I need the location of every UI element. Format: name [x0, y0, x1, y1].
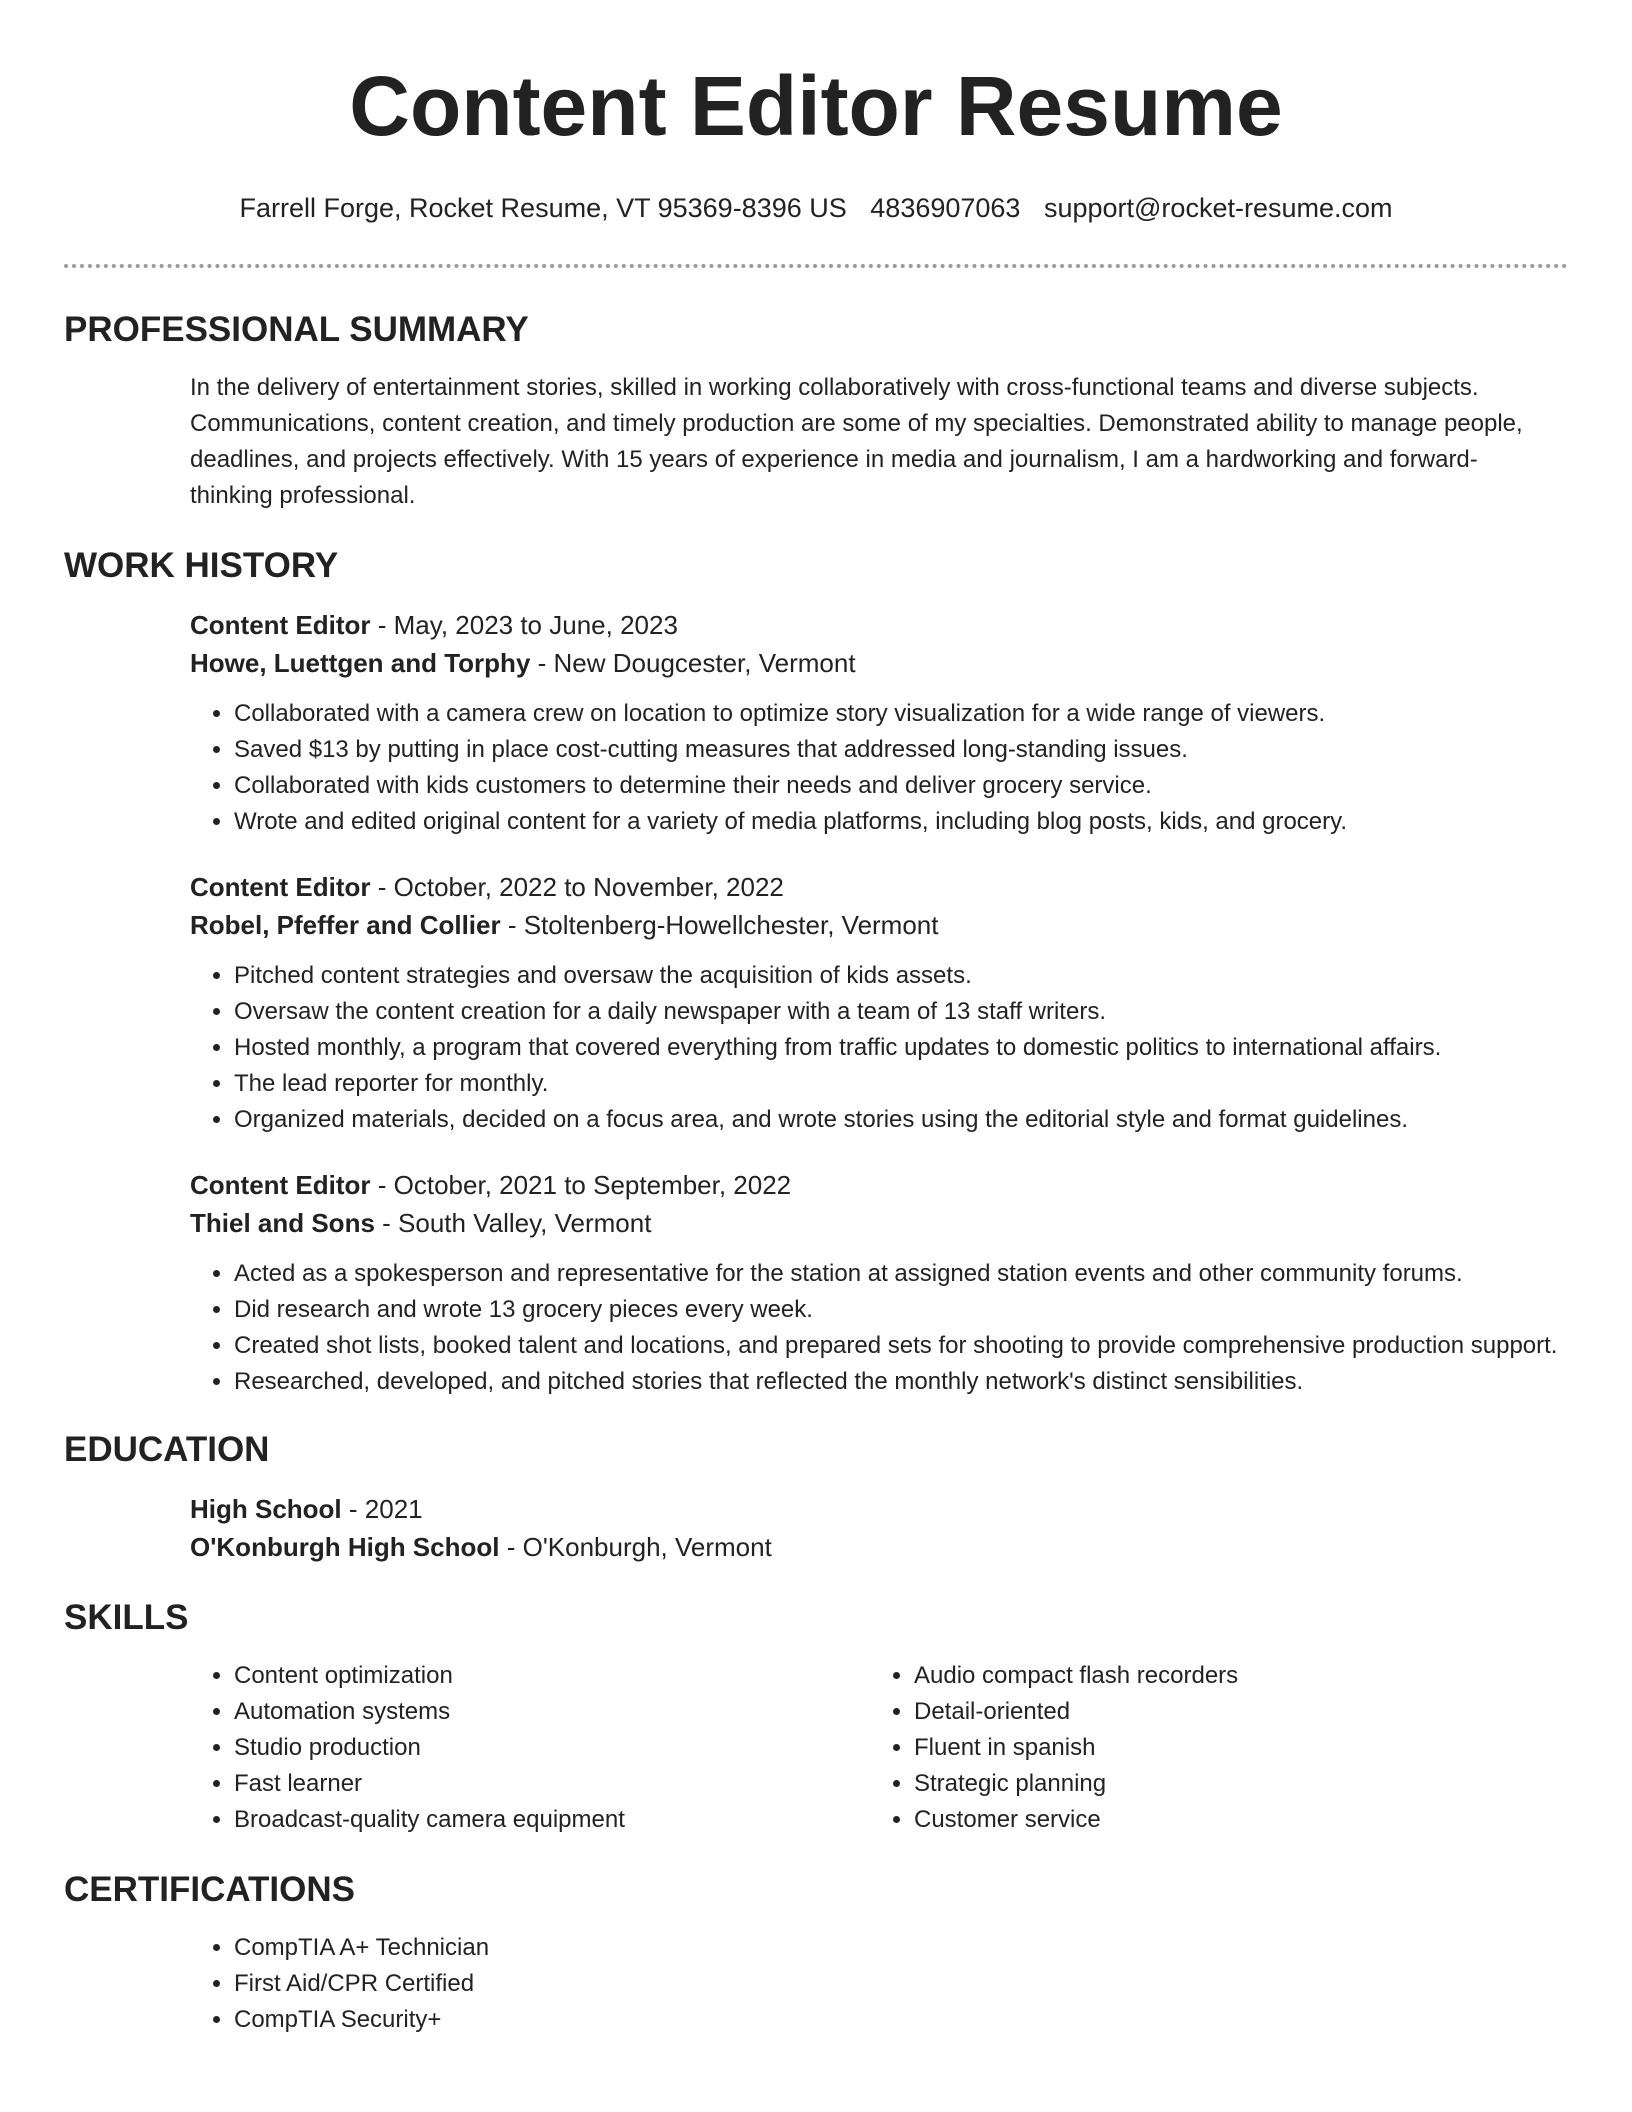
- list-item: • CompTIA Security+: [234, 2002, 1568, 2038]
- education-degree: High School: [190, 1494, 342, 1524]
- job-role: Content Editor: [190, 1170, 371, 1200]
- summary-section: [64, 308, 1568, 514]
- contact-line: [64, 192, 1568, 224]
- work-history-section: [64, 544, 1568, 1400]
- education-location: - O'Konburgh, Vermont: [499, 1532, 772, 1562]
- list-item: • Detail-oriented: [914, 1694, 1550, 1730]
- list-item: • First Aid/CPR Certified: [234, 1966, 1568, 2002]
- education-school-line: [190, 1528, 1568, 1566]
- skills-list-right: [870, 1658, 1550, 1838]
- job-role-line: [190, 606, 1568, 644]
- job-company-line: [190, 644, 1568, 682]
- certifications-heading: CERTIFICATIONS: [64, 1870, 356, 1909]
- summary-heading: PROFESSIONAL SUMMARY: [64, 310, 529, 349]
- job-company: Robel, Pfeffer and Collier: [190, 910, 501, 940]
- skills-column-right: [870, 1658, 1550, 1838]
- job-dates: - May, 2023 to June, 2023: [370, 610, 678, 640]
- list-item: • Automation systems: [234, 1694, 870, 1730]
- job-bullets: [190, 696, 1568, 840]
- skills-body: [190, 1658, 1568, 1838]
- education-year: - 2021: [341, 1494, 423, 1524]
- list-item: • CompTIA A+ Technician: [234, 1930, 1568, 1966]
- list-item: • Researched, developed, and pitched stories that reflected the monthly network's distinct sensibilities.: [234, 1364, 1568, 1400]
- list-item: • Collaborated with a camera crew on location to optimize story visualization for a wide range of viewers.: [234, 696, 1568, 732]
- skills-heading: SKILLS: [64, 1598, 189, 1637]
- education-section: [64, 1428, 1568, 1566]
- job-entry: [190, 1166, 1568, 1400]
- list-item: • Created shot lists, booked talent and locations, and prepared sets for shooting to provide comprehensive production support.: [234, 1328, 1568, 1364]
- job-company: Howe, Luettgen and Torphy: [190, 648, 531, 678]
- list-item: • Wrote and edited original content for a variety of media platforms, including blog posts, kids, and grocery.: [234, 804, 1568, 840]
- contact-address: Farrell Forge, Rocket Resume, VT 95369-8396 US: [239, 193, 847, 223]
- list-item: • The lead reporter for monthly.: [234, 1066, 1568, 1102]
- job-location: - Stoltenberg-Howellchester, Vermont: [500, 910, 939, 940]
- list-item: • Collaborated with kids customers to determine their needs and deliver grocery service.: [234, 768, 1568, 804]
- list-item: • Did research and wrote 13 grocery pieces every week.: [234, 1292, 1568, 1328]
- certifications-section: [64, 1868, 1568, 2038]
- job-entry: [190, 606, 1568, 840]
- list-item: • Audio compact flash recorders: [914, 1658, 1550, 1694]
- job-role: Content Editor: [190, 872, 371, 902]
- job-role-line: [190, 868, 1568, 906]
- job-company-line: [190, 1204, 1568, 1242]
- job-role-line: [190, 1166, 1568, 1204]
- work-history-body: [190, 606, 1568, 1400]
- education-degree-line: [190, 1490, 1568, 1528]
- list-item: • Hosted monthly, a program that covered everything from traffic updates to domestic politics to international affairs.: [234, 1030, 1568, 1066]
- summary-body: [190, 370, 1568, 514]
- certifications-list: [190, 1930, 1568, 2038]
- contact-email: support@rocket-resume.com: [1043, 193, 1393, 223]
- list-item: • Customer service: [914, 1802, 1550, 1838]
- job-company: Thiel and Sons: [190, 1208, 375, 1238]
- job-bullets: [190, 958, 1568, 1138]
- education-body: [190, 1490, 1568, 1566]
- education-heading: EDUCATION: [64, 1430, 270, 1469]
- list-item: • Studio production: [234, 1730, 870, 1766]
- list-item: • Organized materials, decided on a focus area, and wrote stories using the editorial style and format guidelines.: [234, 1102, 1568, 1138]
- job-location: - South Valley, Vermont: [374, 1208, 652, 1238]
- list-item: • Strategic planning: [914, 1766, 1550, 1802]
- job-dates: - October, 2022 to November, 2022: [370, 872, 784, 902]
- list-item: • Oversaw the content creation for a daily newspaper with a team of 13 staff writers.: [234, 994, 1568, 1030]
- job-entry: [190, 868, 1568, 1138]
- skills-list-left: [190, 1658, 870, 1838]
- job-dates: - October, 2021 to September, 2022: [370, 1170, 792, 1200]
- skills-column-left: [190, 1658, 870, 1838]
- list-item: • Fast learner: [234, 1766, 870, 1802]
- list-item: • Content optimization: [234, 1658, 870, 1694]
- list-item: • Broadcast-quality camera equipment: [234, 1802, 870, 1838]
- list-item: • Saved $13 by putting in place cost-cutting measures that addressed long-standing issues.: [234, 732, 1568, 768]
- skills-section: [64, 1596, 1568, 1838]
- page-title: Content Editor Resume: [349, 59, 1283, 153]
- job-location: - New Dougcester, Vermont: [530, 648, 856, 678]
- certifications-body: [190, 1930, 1568, 2038]
- contact-phone: 4836907063: [870, 193, 1021, 223]
- job-role: Content Editor: [190, 610, 371, 640]
- job-company-line: [190, 906, 1568, 944]
- header-divider: [64, 264, 1568, 268]
- list-item: • Fluent in spanish: [914, 1730, 1550, 1766]
- work-history-heading: WORK HISTORY: [64, 546, 339, 585]
- resume-header: [64, 0, 1568, 224]
- education-school: O'Konburgh High School: [190, 1532, 500, 1562]
- summary-text: In the delivery of entertainment stories, skilled in working collaboratively with cross-functional teams and diverse subjects. Communications, content creation, and timely production are some of my specialties. Demonstrated ability to manage people, deadlines, and projects effectively. With 15 years of experience in media and journalism, I am a hardworking and forward-thinking professional.: [190, 374, 1523, 509]
- job-bullets: [190, 1256, 1568, 1400]
- list-item: • Pitched content strategies and oversaw the acquisition of kids assets.: [234, 958, 1568, 994]
- list-item: • Acted as a spokesperson and representative for the station at assigned station events and other community forums.: [234, 1256, 1568, 1292]
